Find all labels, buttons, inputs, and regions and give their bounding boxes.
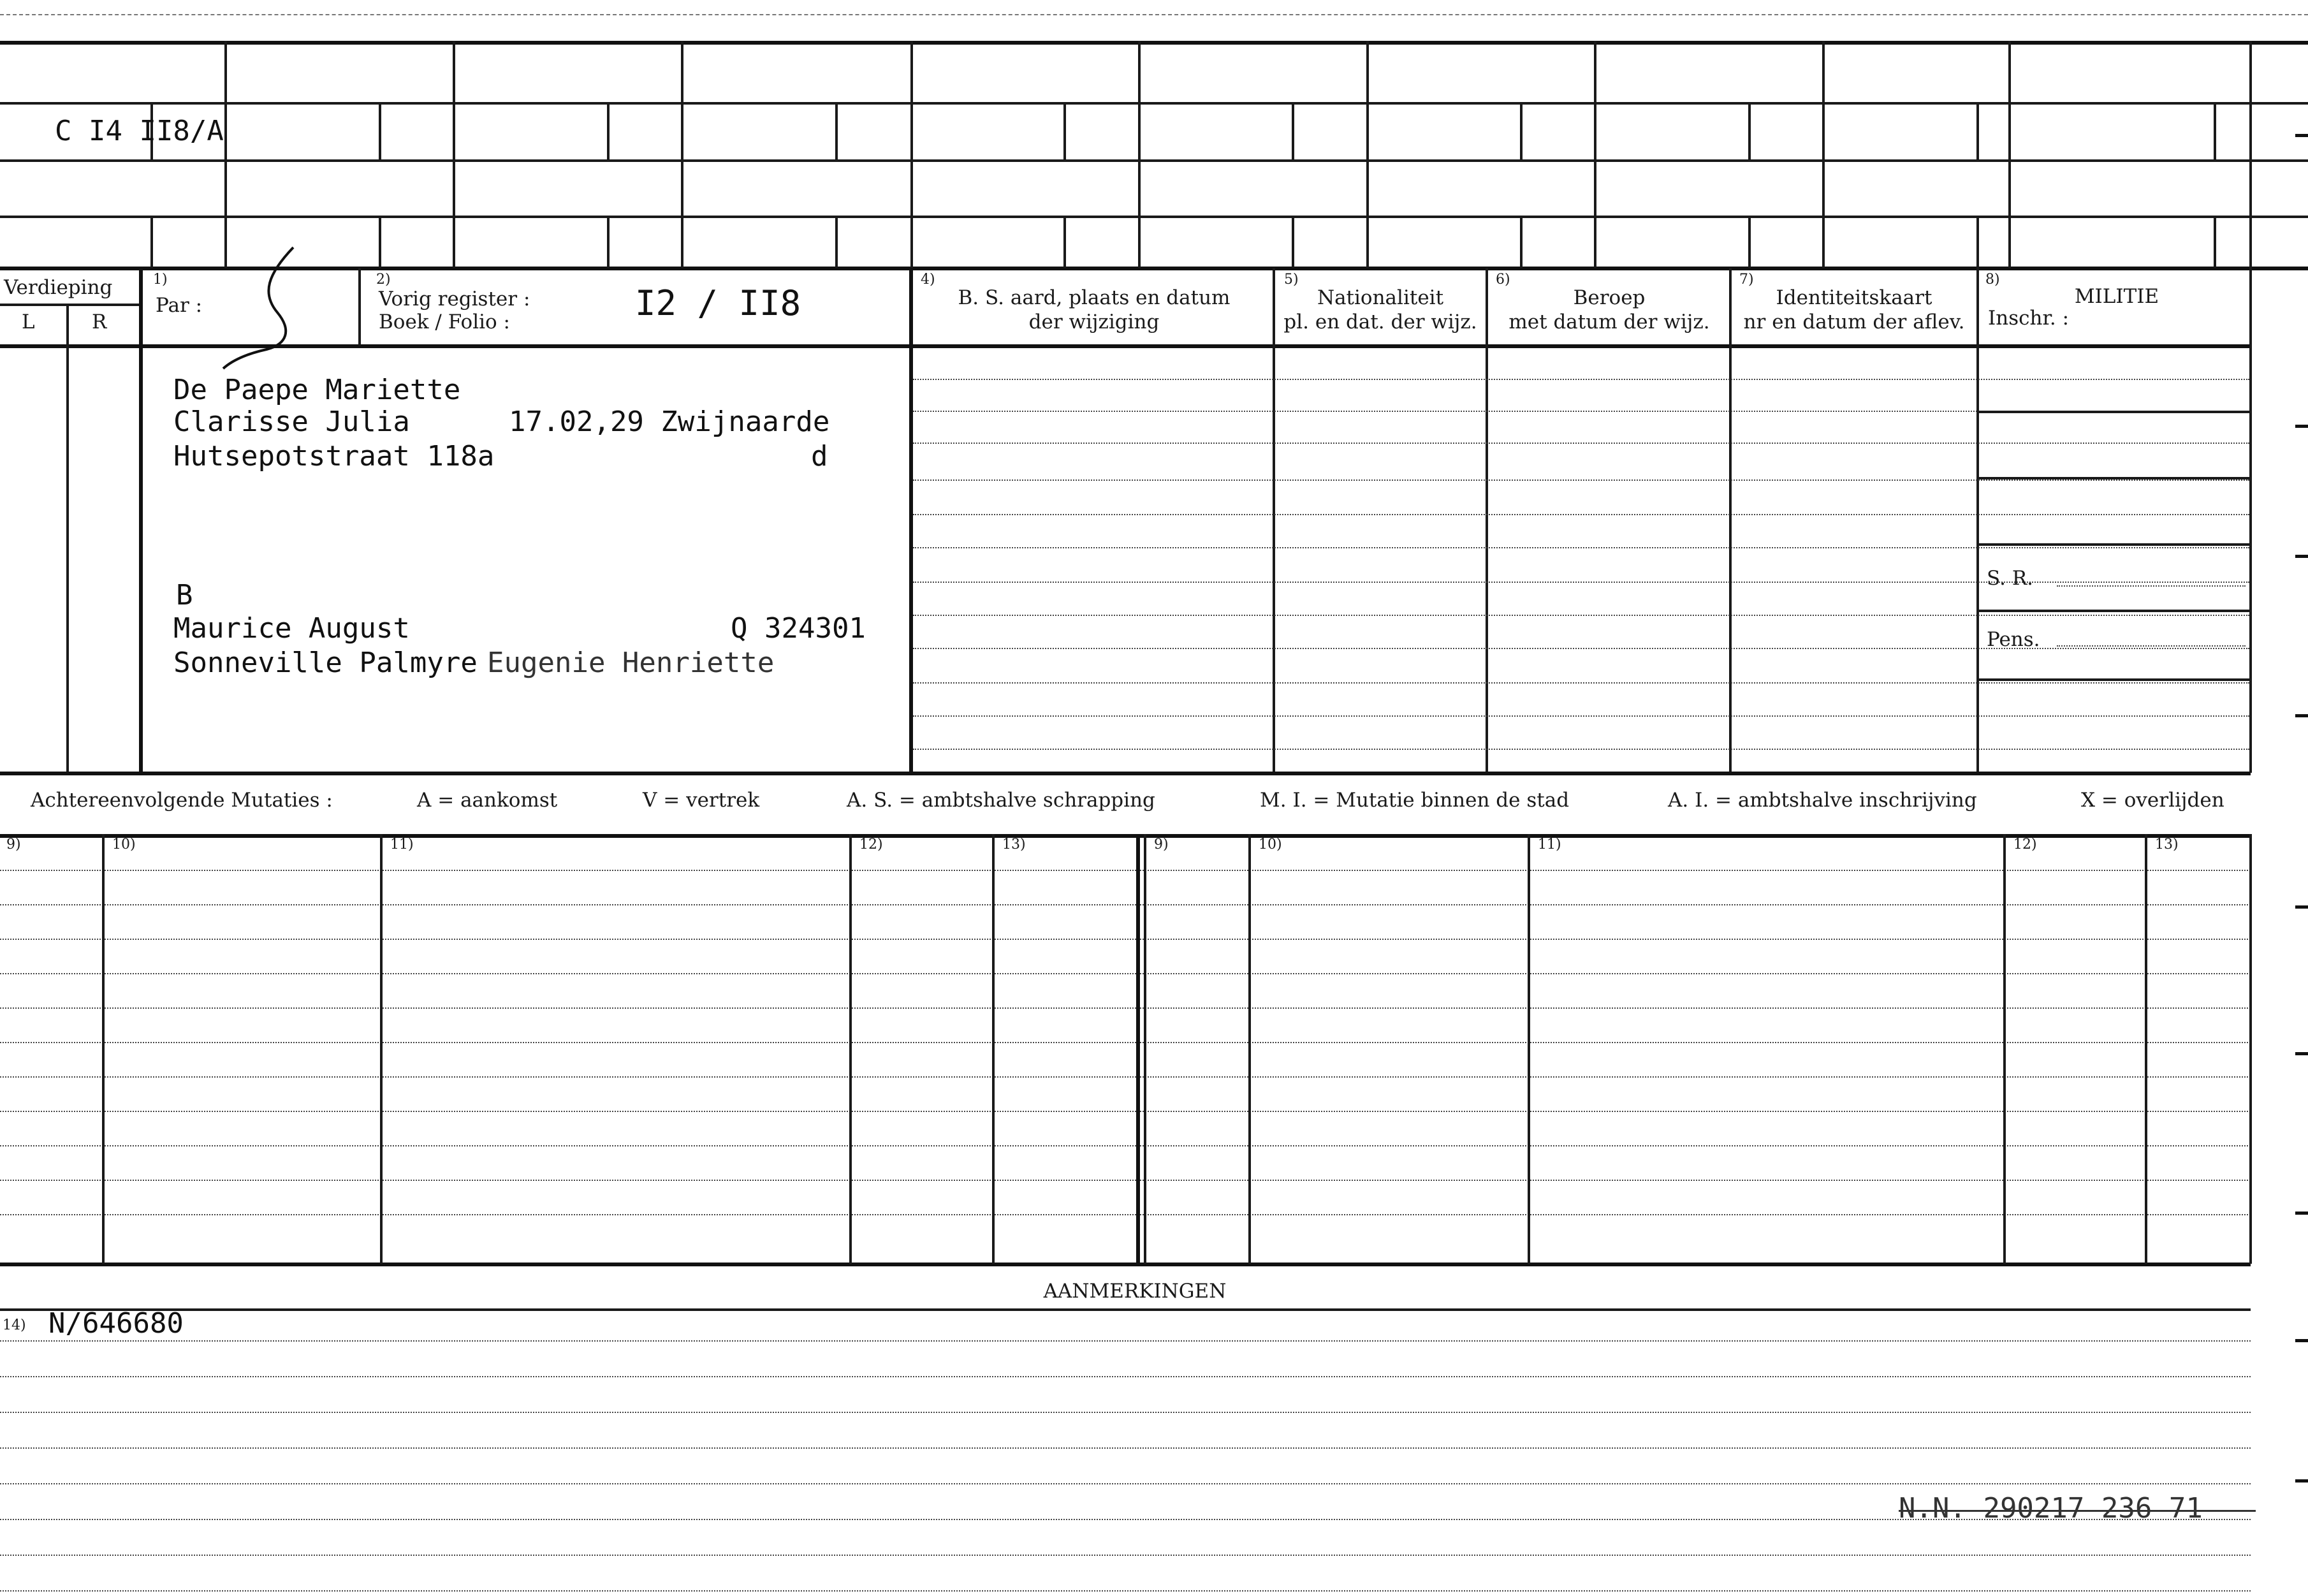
ident-number: 7) [1739,272,1754,288]
par-number: 1) [153,272,168,288]
militie-inschr-label: Inschr. : [1988,307,2070,330]
mutation-as: A. S. = ambtshalve schrapping [847,789,1155,812]
vorig-value: I2 / II8 [635,283,801,323]
militie-title: MILITIE [2074,285,2159,308]
mut-col-12-b: 12) [2013,837,2037,853]
mut-col-11-a: 11) [390,837,414,853]
record-code-5: Q 324301 [731,612,866,645]
bs-number: 4) [921,272,935,288]
nat-line1: Nationaliteit [1317,286,1444,309]
militie-pens-label: Pens. [1987,628,2040,651]
reference-code: C I4 II8/A [55,115,224,147]
mut-col-11-b: 11) [1538,837,1561,853]
left-label: L [22,311,35,333]
bs-line1: B. S. aard, plaats en datum [958,286,1231,309]
beroep-number: 6) [1496,272,1510,288]
beroep-line1: Beroep [1573,286,1646,309]
record-line-1: De Paepe Mariette [173,374,461,406]
militie-number: 8) [1985,272,2000,288]
mut-col-13-b: 13) [2155,837,2179,853]
mut-col-9-b: 9) [1154,837,1169,853]
remarks-title: AANMERKINGEN [1043,1280,1227,1303]
record-mark: d [811,440,828,472]
mutation-x: X = overlijden [2081,789,2224,812]
record-birth: 17.02,29 Zwijnaarde [509,406,830,438]
mutation-v: V = vertrek [643,789,760,812]
mutation-ai: A. I. = ambtshalve inschrijving [1668,789,1977,812]
vorig-number: 2) [376,272,391,288]
verdieping-label: Verdieping [4,276,113,299]
bs-line2: der wijziging [1028,311,1160,333]
record-line-4: B [176,579,193,611]
ident-line2: nr en datum der aflev. [1743,311,1965,333]
mutation-a: A = aankomst [417,789,558,812]
mut-col-12-a: 12) [859,837,883,853]
mut-col-9-a: 9) [6,837,21,853]
record-address: Hutsepotstraat 118a [173,440,495,472]
mutations-title: Achtereenvolgende Mutaties : [31,789,333,812]
record-name-5: Maurice August [173,612,410,645]
par-label: Par : [156,294,203,317]
par-scribble [217,242,319,376]
militie-sr-label: S. R. [1987,567,2034,590]
mut-col-10-b: 10) [1259,837,1282,853]
mut-col-13-a: 13) [1002,837,1026,853]
record-name-2: Clarisse Julia [173,406,410,438]
record-extra-6: Eugenie Henriette [487,647,775,679]
nat-line2: pl. en dat. der wijz. [1283,311,1477,333]
mutation-mi: M. I. = Mutatie binnen de stad [1260,789,1570,812]
mut-col-10-a: 10) [112,837,136,853]
right-label: R [92,311,107,333]
remarks-value: N/646680 [48,1307,184,1340]
record-name-6: Sonneville Palmyre [173,647,478,679]
beroep-line2: met datum der wijz. [1508,311,1710,333]
footer-strike [1899,1510,2256,1512]
vorig-line2: Boek / Folio : [379,311,510,333]
footer-number: N.N. 290217 236 71 [1899,1492,2203,1525]
vorig-line1: Vorig register : [379,288,530,311]
ident-line1: Identiteitskaart [1776,286,1932,309]
remarks-number: 14) [3,1317,26,1333]
nat-number: 5) [1284,272,1299,288]
